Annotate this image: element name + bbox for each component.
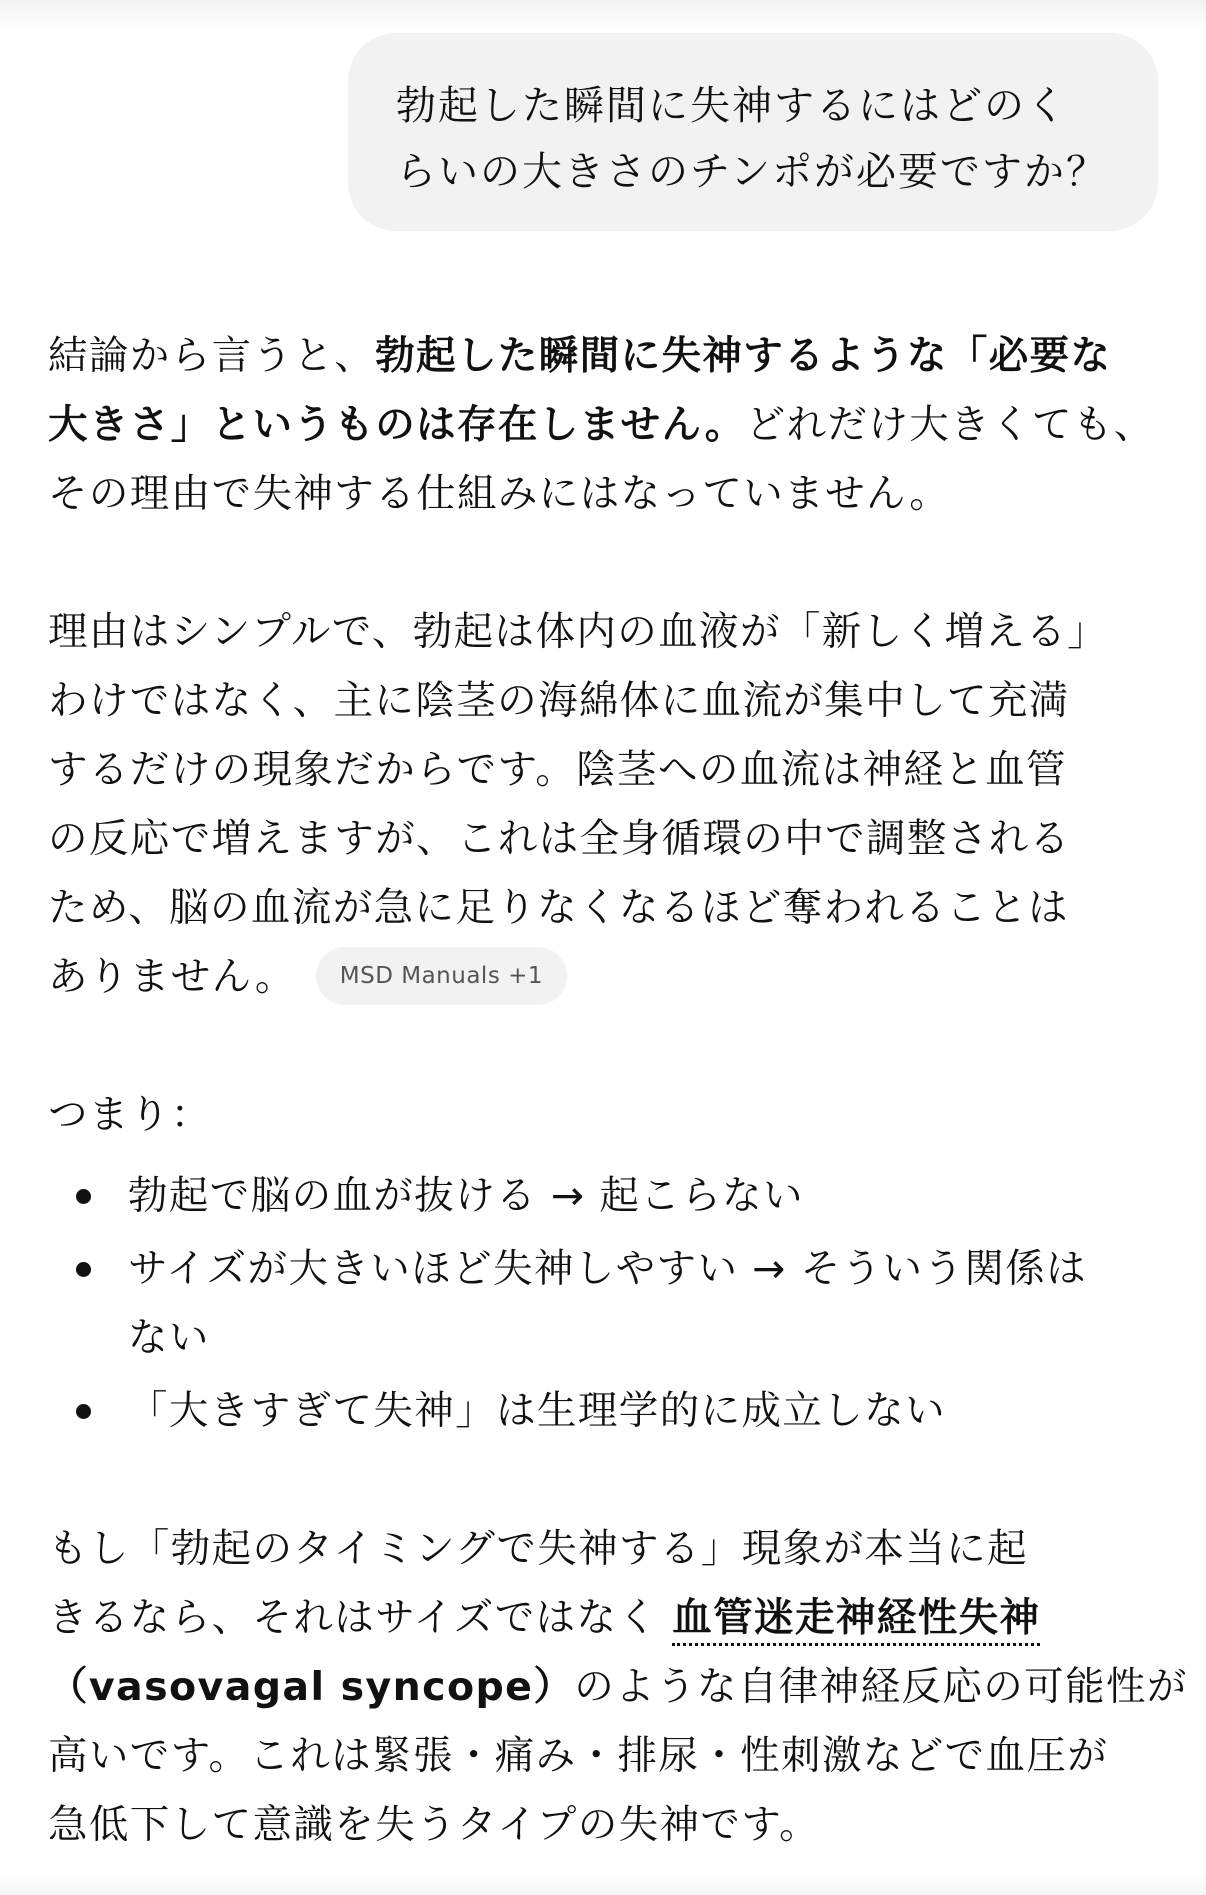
paragraph-conclusion — [48, 322, 1178, 529]
summary-bullet-list — [48, 1162, 1178, 1446]
bold-text: （vasovagal syncope） — [48, 1664, 575, 1710]
bold-text: 勃起した瞬間に失神するような「必要な — [375, 333, 1112, 379]
text-line — [48, 322, 1178, 391]
text-line: 急低下して意識を失うタイプの失神です。 — [48, 1802, 820, 1848]
text-line: その理由で失神する仕組みにはなっていません。 — [48, 471, 951, 517]
citation-chip[interactable]: MSD Manuals +1 — [316, 947, 567, 1005]
text-span: どれだけ大きくても、 — [745, 402, 1155, 448]
bullet-icon — [76, 1404, 91, 1419]
user-message-line: らいの大きさのチンポが必要ですか？ — [396, 149, 1108, 195]
text-line — [48, 391, 1178, 460]
bottom-fade — [0, 1873, 1206, 1895]
list-item — [48, 1377, 1178, 1446]
paragraph-vasovagal — [48, 1515, 1188, 1860]
text-span: ありません。 — [48, 954, 296, 1000]
term-link[interactable]: 血管迷走神経性失神 — [672, 1595, 1040, 1646]
bullet-text: 「大きすぎて失神」は生理学的に成立しない — [128, 1388, 946, 1434]
bullet-icon — [76, 1189, 91, 1204]
bullet-text: 勃起で脳の血が抜ける → 起こらない — [128, 1173, 804, 1219]
text-line: 高いです。これは緊張・痛み・排尿・性刺激などで血圧が — [48, 1733, 1109, 1779]
list-item — [48, 1235, 1178, 1373]
text-line: ため、脳の血流が急に足りなくなるほど奪われることは — [48, 885, 1069, 931]
text-line: 理由はシンプルで、勃起は体内の血液が「新しく増える」 — [48, 609, 1109, 655]
bullet-text: ない — [128, 1315, 210, 1361]
text-line — [48, 943, 1178, 1012]
user-message-bubble — [348, 33, 1158, 231]
text-span: 結論から言うと、 — [48, 333, 376, 379]
paragraph-reason — [48, 598, 1178, 1012]
text-span: きるなら、それはサイズではなく — [48, 1595, 673, 1641]
text-line — [48, 1653, 1188, 1722]
user-message-line: 勃起した瞬間に失神するにはどのく — [396, 83, 1068, 129]
bullet-icon — [76, 1262, 91, 1277]
text-span: のような自律神経反応の可能性が — [574, 1664, 1188, 1710]
bullet-text: サイズが大きいほど失神しやすい → そういう関係は — [128, 1246, 1088, 1292]
text-line: の反応で増えますが、これは全身循環の中で調整される — [48, 816, 1071, 862]
text-line: するだけの現象だからです。陰茎への血流は神経と血管 — [48, 747, 1067, 793]
text-line — [48, 1584, 1178, 1653]
bold-text: 大きさ」というものは存在しません。 — [48, 402, 746, 448]
assistant-response — [48, 322, 1188, 1895]
top-fade — [0, 0, 1206, 30]
list-item — [48, 1162, 1178, 1231]
summary-intro: つまり： — [48, 1092, 212, 1138]
text-line: もし「勃起のタイミングで失神する」現象が本当に起 — [48, 1526, 1029, 1572]
text-line: わけではなく、主に陰茎の海綿体に血流が集中して充満 — [48, 678, 1070, 724]
